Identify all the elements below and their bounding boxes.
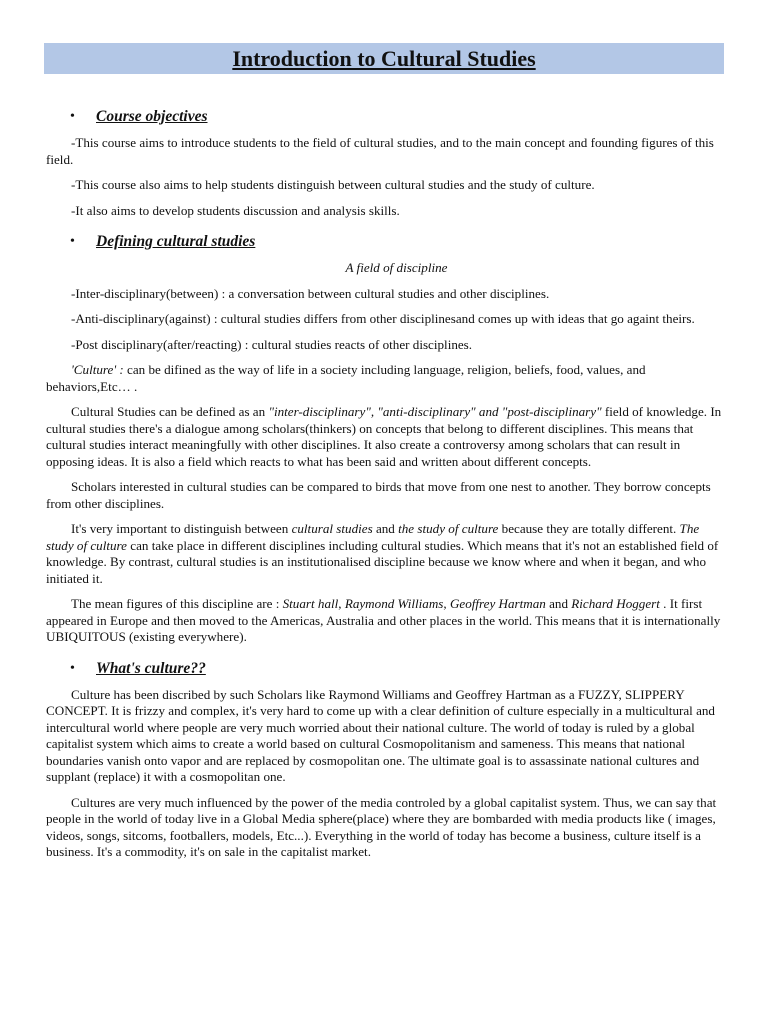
section-subtitle: A field of discipline: [345, 260, 448, 275]
paragraph: The mean figures of this discipline are : Stuart hall, Raymond Williams, Geoffrey Hartman and Richard Hoggert . It first appeared in Europe and then moved to the Americas, Australia and other places in the world. This means that it is internationally UBIQUITOUS (existing everywhere).: [46, 596, 721, 644]
paragraph: Cultural Studies can be defined as an "inter-disciplinary", "anti-disciplinary" and "post-disciplinary" field of knowledge. In cultural studies there's a dialogue among scholars(thinkers) on concepts that belong to different disciplines. This means that cultural studies interact meaningfully with other disciplines. It also create a controversy among scholars that can result in opposing ideas. It is also a field which reacts to what has been said and written about different concepts.: [46, 404, 722, 469]
term: 'Culture' :: [71, 362, 124, 377]
emphasis: the study of culture: [398, 521, 499, 536]
page-title: Introduction to Cultural Studies: [232, 45, 536, 71]
bullet-icon: •: [70, 234, 75, 249]
paragraph: -This course also aims to help students distinguish between cultural studies and the study of culture.: [71, 177, 595, 192]
section-heading-defining: • Defining cultural studies: [70, 233, 256, 250]
emphasis: The study of culture: [46, 521, 700, 553]
title-banner: [44, 43, 724, 74]
paragraph: -Inter-disciplinary(between) : a conversation between cultural studies and other disciplines.: [71, 285, 550, 301]
bullet-icon: •: [70, 109, 75, 124]
paragraph: It's very important to distinguish between cultural studies and the study of culture because they are totally different. The study of culture can take place in different disciplines including cultural studies. Which means that it's not an established field of knowledge. By contrast, cultural studies is an institutionalised discipline because we know where and when it began, and who initiated it.: [46, 521, 719, 586]
person-name: Richard Hoggert: [571, 596, 660, 611]
paragraph: Scholars interested in cultural studies can be compared to birds that move from one nest to another. They borrow concepts from other disciplines.: [46, 479, 711, 511]
person-name: Stuart hall: [282, 596, 339, 611]
document-body: [46, 108, 722, 870]
paragraph: -It also aims to develop students discussion and analysis skills.: [71, 202, 400, 218]
emphasis: "inter-disciplinary", "anti-disciplinary" and "post-disciplinary": [268, 404, 602, 419]
paragraph: Culture has been discribed by such Scholars like Raymond Williams and Geoffrey Hartman as a FUZZY, SLIPPERY CONCEPT. It is frizzy and complex, it's very hard to come up with a clear definition of culture especially in a multicultural and intercultural world where people are very much worried about their national culture. The world of today is ruled by a global capitalist system which aims to create a world based on cultural Cosmopolitanism and sameness. This means that national boundaries vanish onto vapor and are replaced by cosmopolitan one. The ultimate goal is to assassinate national cultures and supplant (replace) it with a cosmopolitan one.: [46, 686, 715, 784]
paragraph: -Anti-disciplinary(against) : cultural studies differs from other disciplinesand comes up with ideas that go againt theirs.: [71, 311, 695, 326]
paragraph: -This course aims to introduce students to the field of cultural studies, and to the main concept and founding figures of this field.: [46, 135, 714, 167]
section-heading-culture: • What's culture??: [70, 659, 206, 677]
person-name: Geoffrey Hartman: [449, 596, 546, 611]
paragraph: 'Culture' : can be difined as the way of life in a society including language, religion, beliefs, food, values, and behaviors,Etc… .: [46, 362, 646, 394]
section-heading-objectives: • Course objectives: [70, 108, 208, 125]
bullet-icon: •: [70, 660, 75, 676]
paragraph: Cultures are very much influenced by the power of the media controled by a global capitalist system. Thus, we can say that people in the world of today live in a Global Media sphere(place) where they are bombarded with media products like ( images, videos, songs, sitcoms, footballers, models, Etc...). Everything in the world of today has become a business, culture itself is a business. It's a commodity, it's on sale in the capitalist market.: [46, 794, 717, 859]
emphasis: cultural studies: [291, 521, 373, 536]
person-name: Raymond Williams: [344, 596, 444, 611]
paragraph: -Post disciplinary(after/reacting) : cultural studies reacts of other disciplines.: [71, 336, 473, 352]
